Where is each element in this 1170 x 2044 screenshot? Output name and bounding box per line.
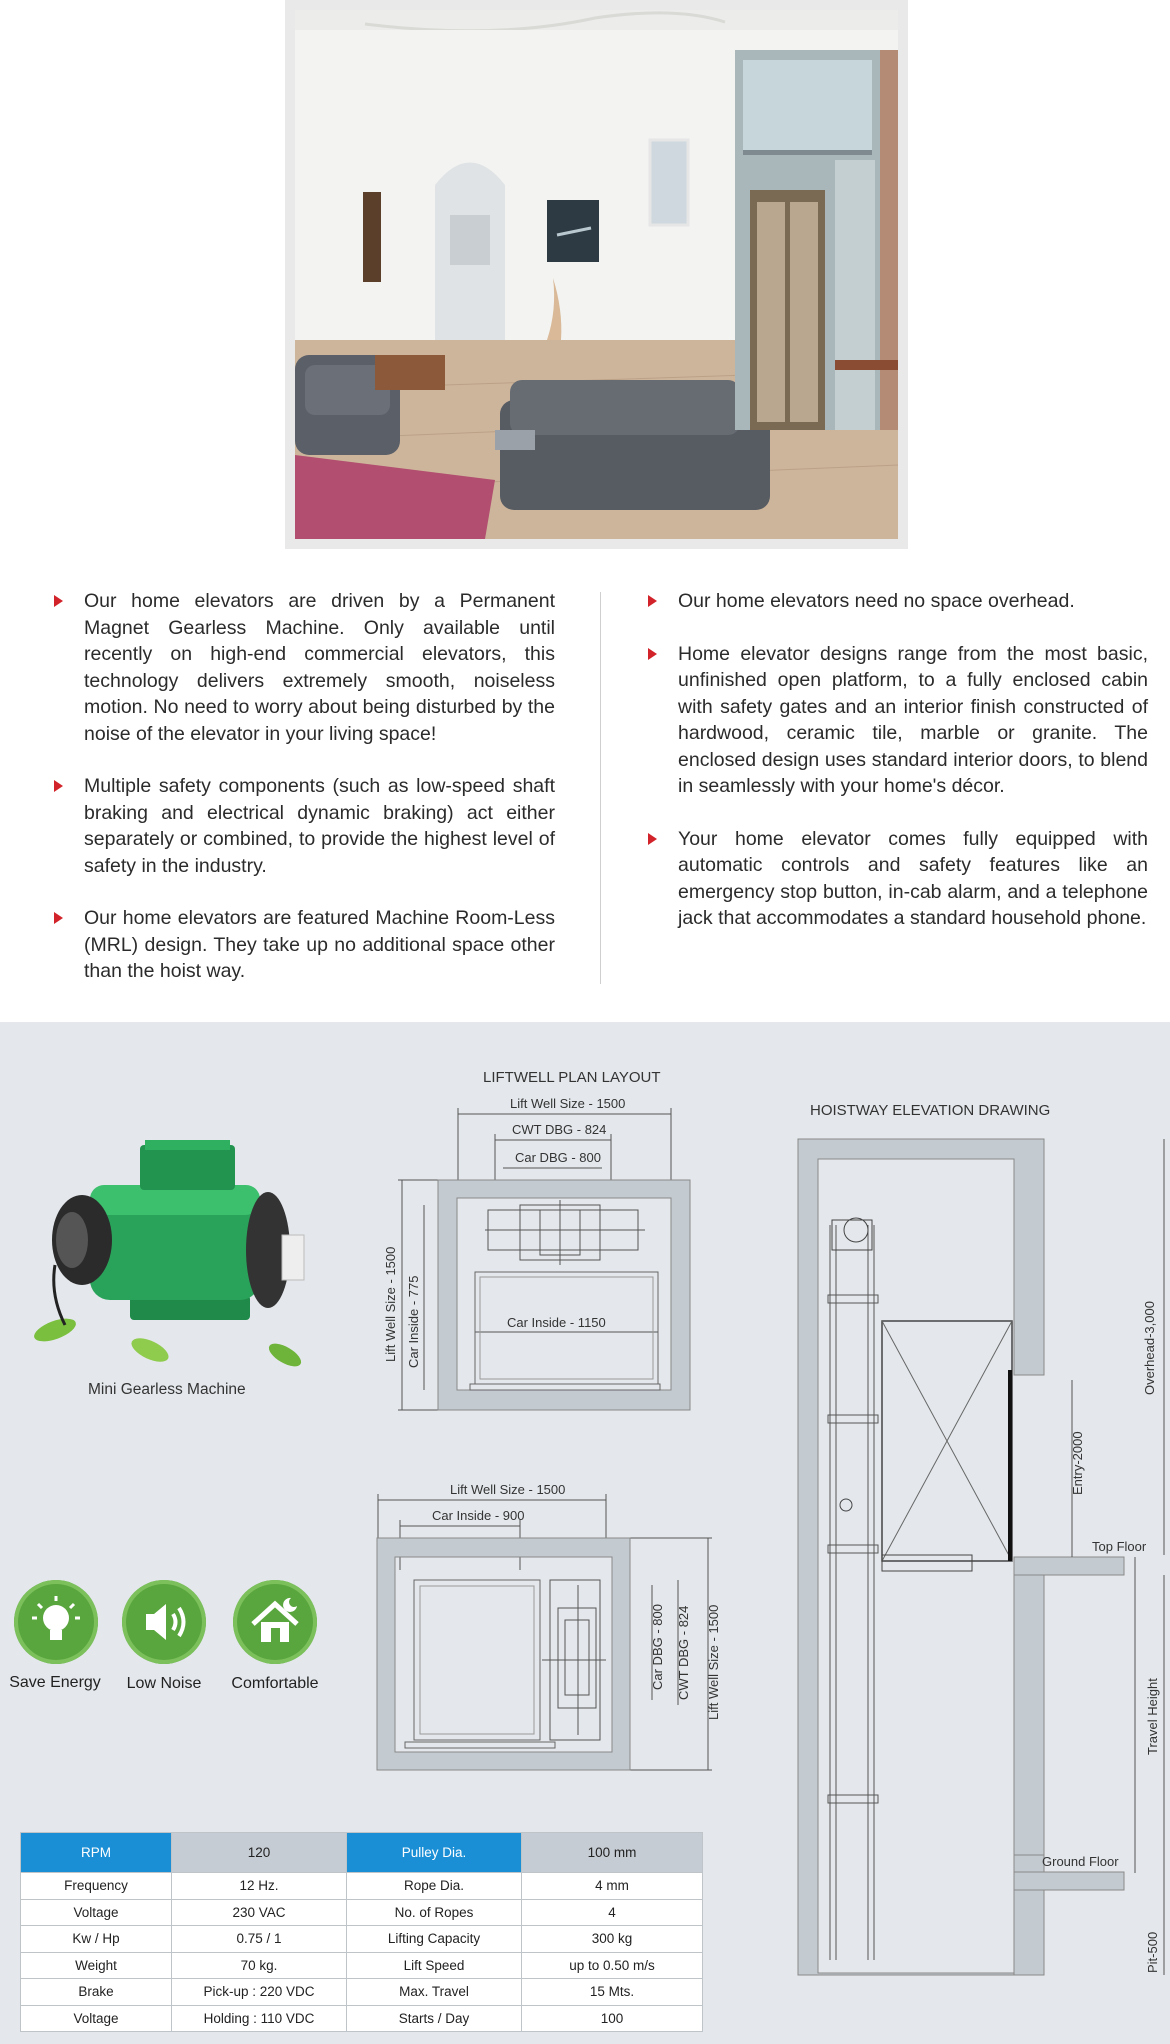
table-cell: up to 0.50 m/s: [522, 1952, 703, 1979]
table-row: [21, 1952, 703, 1979]
table-cell: Starts / Day: [347, 2005, 522, 2032]
bottom-lift-well-size: Lift Well Size - 1500: [450, 1482, 566, 1497]
living-room-illustration: [295, 10, 898, 539]
feature-text: Multiple safety components (such as low-speed shaft braking and electrical dynamic braking) act either separately or combined, to provide the highest level of safety in the industry.: [84, 775, 555, 877]
table-cell: Lift Speed: [347, 1952, 522, 1979]
travel-height-label: Travel Height: [1145, 1678, 1160, 1755]
table-cell: Brake: [21, 1979, 172, 2006]
feature-bullet: [50, 773, 555, 879]
comfortable-label: Comfortable: [231, 1675, 319, 1692]
table-cell: RPM: [21, 1833, 172, 1873]
feature-bullet: [644, 588, 1148, 615]
bullet-arrow-icon: [648, 833, 657, 845]
top-floor-label: Top Floor: [1092, 1539, 1147, 1554]
top-car-inside-vertical: Car Inside - 775: [406, 1275, 421, 1368]
table-row: [21, 1979, 703, 2006]
bullet-arrow-icon: [648, 595, 657, 607]
overhead-label: Overhead-3,000: [1142, 1301, 1157, 1395]
liftwell-plan-drawing: [370, 1060, 730, 1780]
elevation-title: HOISTWAY ELEVATION DRAWING: [810, 1102, 1051, 1119]
table-cell: Weight: [21, 1952, 172, 1979]
top-car-inside-width: Car Inside - 1150: [507, 1315, 606, 1330]
comfortable-badge: [233, 1580, 317, 1664]
speaker-icon: [122, 1580, 206, 1664]
table-cell: 4: [522, 1899, 703, 1926]
feature-bullet: [50, 905, 555, 985]
top-cwt-dbg: CWT DBG - 824: [512, 1122, 607, 1137]
table-cell: 0.75 / 1: [172, 1926, 347, 1953]
feature-text: Our home elevators are featured Machine Room-Less (MRL) design. They take up no additional space other than the hoist way.: [84, 907, 555, 982]
table-cell: Lifting Capacity: [347, 1926, 522, 1953]
feature-text: Your home elevator comes fully equipped with automatic controls and safety features like an emergency stop button, in-cab alarm, and a telephone jack that accommodates a standard household phone.: [678, 827, 1148, 929]
save-energy-badge: [14, 1580, 98, 1664]
feature-text: Our home elevators need no space overhead.: [678, 590, 1075, 612]
bullet-arrow-icon: [648, 648, 657, 660]
table-cell: Holding : 110 VDC: [172, 2005, 347, 2032]
ground-floor-label: Ground Floor: [1042, 1854, 1119, 1869]
table-cell: 100 mm: [522, 1833, 703, 1873]
features-right-column: [644, 588, 1148, 958]
entry-label: Entry-2000: [1070, 1431, 1085, 1495]
table-cell: 300 kg: [522, 1926, 703, 1953]
table-cell: 15 Mts.: [522, 1979, 703, 2006]
table-cell: Voltage: [21, 1899, 172, 1926]
table-cell: Voltage: [21, 2005, 172, 2032]
save-energy-label: Save Energy: [9, 1674, 101, 1691]
feature-bullet: [644, 641, 1148, 800]
table-cell: Pulley Dia.: [347, 1833, 522, 1873]
bullet-arrow-icon: [54, 595, 63, 607]
table-row: [21, 1833, 703, 1873]
spec-table: [20, 1832, 703, 2032]
table-cell: Kw / Hp: [21, 1926, 172, 1953]
table-cell: No. of Ropes: [347, 1899, 522, 1926]
bullet-arrow-icon: [54, 780, 63, 792]
bullet-arrow-icon: [54, 912, 63, 924]
table-row: [21, 1899, 703, 1926]
table-cell: 120: [172, 1833, 347, 1873]
machine-caption: Mini Gearless Machine: [88, 1381, 246, 1398]
top-lift-well-size: Lift Well Size - 1500: [510, 1096, 626, 1111]
plan-title: LIFTWELL PLAN LAYOUT: [483, 1069, 661, 1086]
feature-bullet: [644, 826, 1148, 932]
bottom-car-dbg: Car DBG - 800: [650, 1604, 665, 1690]
feature-bullet: [50, 588, 555, 747]
bottom-car-inside: Car Inside - 900: [432, 1508, 525, 1523]
table-cell: 230 VAC: [172, 1899, 347, 1926]
bulb-icon: [14, 1580, 98, 1664]
table-cell: Rope Dia.: [347, 1873, 522, 1900]
table-row: [21, 1926, 703, 1953]
table-cell: Frequency: [21, 1873, 172, 1900]
low-noise-label: Low Noise: [126, 1675, 202, 1692]
low-noise-badge: [122, 1580, 206, 1664]
gearless-machine-image: [20, 1125, 310, 1380]
top-car-dbg: Car DBG - 800: [515, 1150, 601, 1165]
table-cell: Pick-up : 220 VDC: [172, 1979, 347, 2006]
top-lift-well-size-vertical: Lift Well Size - 1500: [383, 1246, 398, 1362]
feature-text: Home elevator designs range from the most basic, unfinished open platform, to a fully enclosed cabin with safety gates and an interior finish constructed of hardwood, ceramic tile, marble or granite. The enclosed design uses standard interior doors, to blend in seamlessly with your home's décor.: [678, 642, 1148, 797]
table-cell: 100: [522, 2005, 703, 2032]
bottom-cwt-dbg: CWT DBG - 824: [676, 1605, 691, 1700]
table-cell: Max. Travel: [347, 1979, 522, 2006]
living-room-photo: [295, 10, 898, 539]
table-row: [21, 2005, 703, 2032]
table-cell: 70 kg.: [172, 1952, 347, 1979]
home-icon: [233, 1580, 317, 1664]
table-cell: 12 Hz.: [172, 1873, 347, 1900]
hoistway-elevation-drawing: [790, 1095, 1170, 1995]
bottom-lift-well-size-vertical: Lift Well Size - 1500: [706, 1604, 721, 1720]
feature-text: Our home elevators are driven by a Permanent Magnet Gearless Machine. Only available until recently on high-end commercial elevators, this technology delivers extremely smooth, noiseless motion. No need to worry about being disturbed by the noise of the elevator in your living space!: [84, 590, 555, 745]
table-cell: 4 mm: [522, 1873, 703, 1900]
table-row: [21, 1873, 703, 1900]
hero-photo-frame: [285, 0, 908, 549]
pit-label: Pit-500: [1145, 1931, 1160, 1973]
column-divider: [600, 592, 601, 984]
features-left-column: [50, 588, 555, 1011]
